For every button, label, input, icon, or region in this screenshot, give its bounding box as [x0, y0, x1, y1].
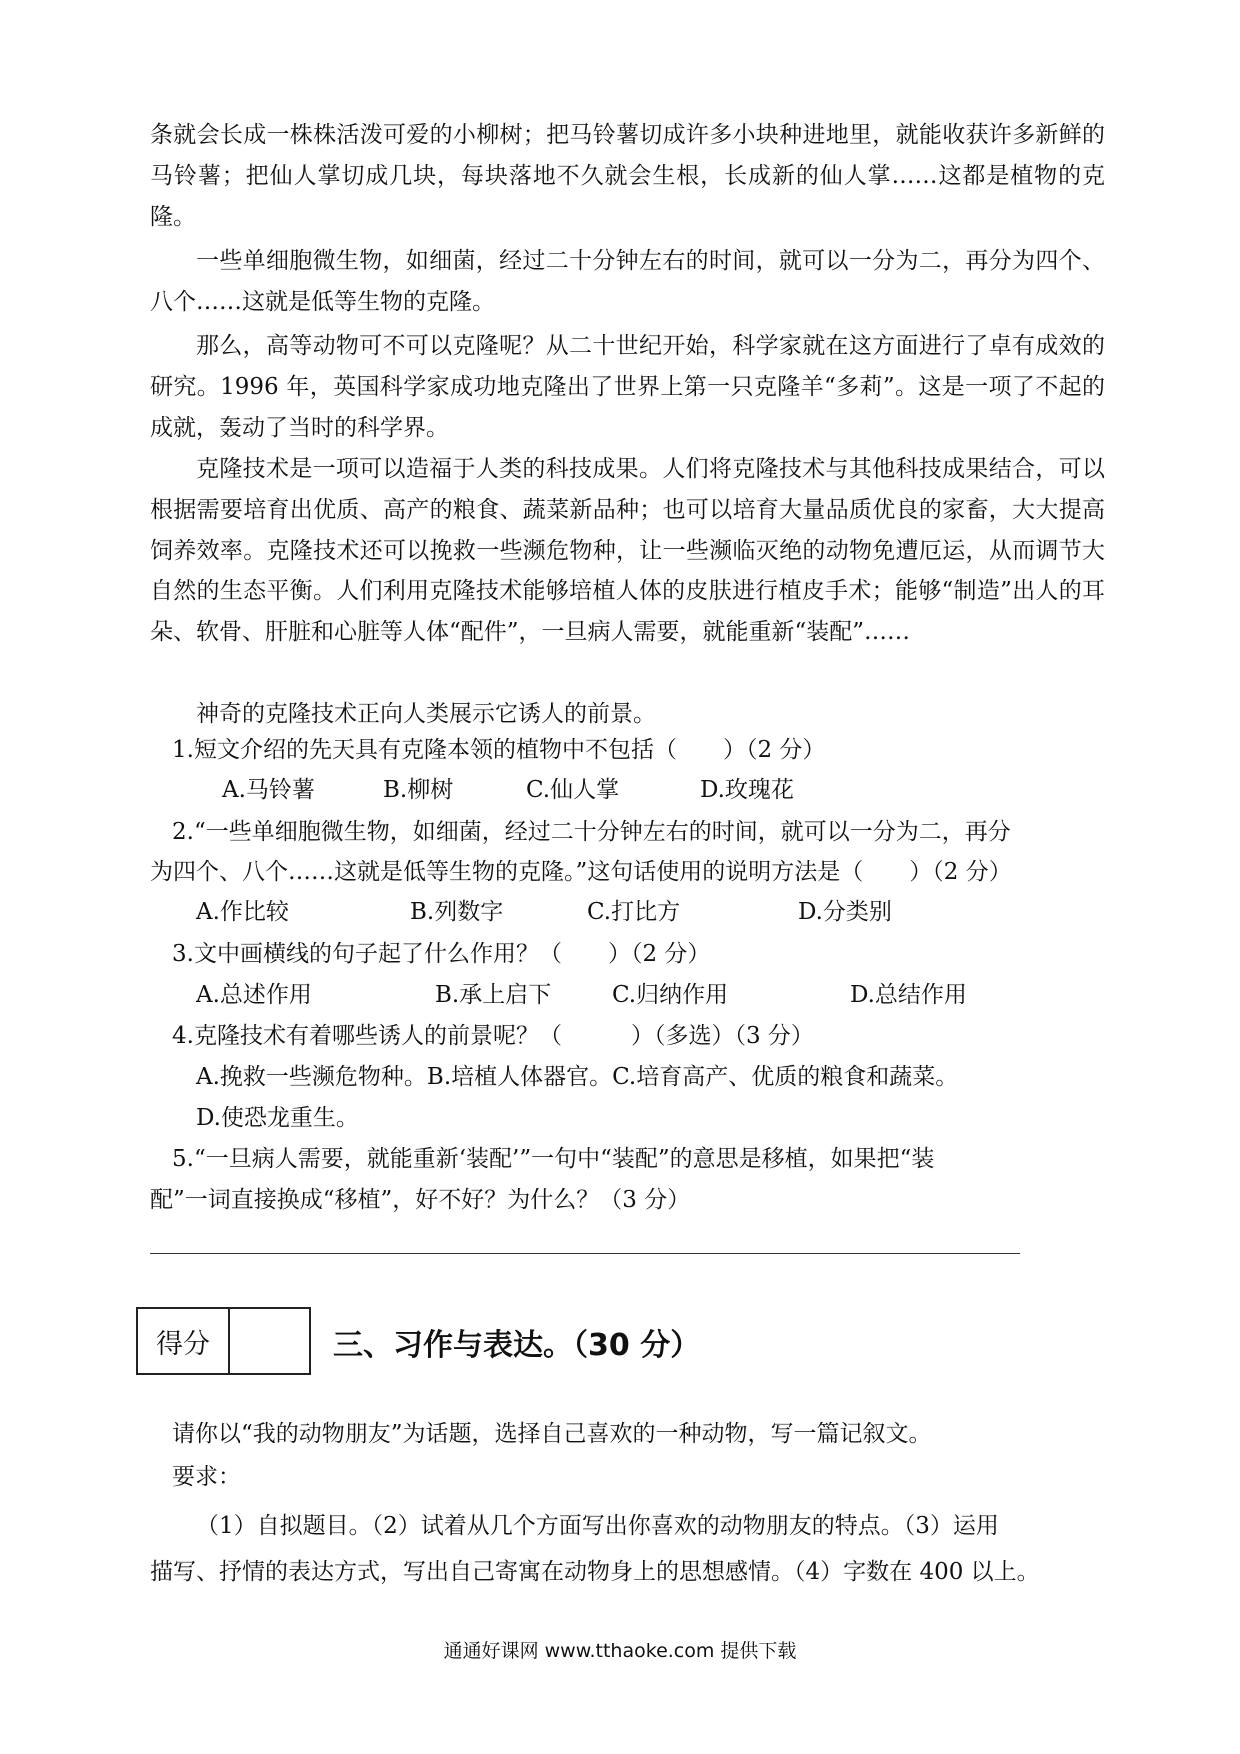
question-1-option-a: A.马铃薯: [222, 777, 315, 803]
passage-paragraph-3: 那么，高等动物可不可以克隆呢？从二十世纪开始，科学家就在这方面进行了卓有成效的研究。1996 年，英国科学家成功地克隆出了世界上第一只克隆羊“多莉”。这是一项了不起的成就，轰动了当时的科学界。: [150, 333, 1105, 441]
score-box: [136, 1307, 311, 1375]
question-3-option-b: B.承上启下: [435, 982, 552, 1008]
question-5-stem-line2: 配”一词直接换成“移植”，好不好？为什么？（3 分）: [150, 1187, 691, 1213]
question-4-stem: 4.克隆技术有着哪些诱人的前景呢？（ ）（多选）（3 分）: [172, 1023, 814, 1049]
requirements-label: 要求：: [172, 1464, 241, 1490]
question-1-stem: 1.短文介绍的先天具有克隆本领的植物中不包括（ ）（2 分）: [172, 737, 826, 763]
passage-paragraph-4: 克隆技术是一项可以造福于人类的科技成果。人们将克隆技术与其他科技成果结合，可以根据需要培育出优质、高产的粮食、蔬菜新品种；也可以培育大量品质优良的家畜，大大提高饲养效率。克隆技术还可以挽救一些濒危物种，让一些濒临灭绝的动物免遭厄运，从而调节大自然的生态平衡。人们利用克隆技术能够培植人体的皮肤进行植皮手术；能够“制造”出人的耳朵、软骨、肝脏和心脏等人体“配件”，一旦病人需要，就能重新“装配”……: [150, 456, 1105, 646]
question-2-stem-line2: 为四个、八个……这就是低等生物的克隆。”这句话使用的说明方法是（ ）（2 分）: [150, 859, 1012, 885]
question-3-option-d: D.总结作用: [850, 982, 967, 1008]
footer-watermark: 通通好课网 www.tthaoke.com 提供下载: [443, 1640, 797, 1662]
writing-prompt: 请你以“我的动物朋友”为话题，选择自己喜欢的一种动物，写一篇记叙文。: [172, 1421, 932, 1447]
question-1-option-c: C.仙人掌: [526, 777, 620, 803]
question-2-stem-line1: 2.“一些单细胞微生物，如细菌，经过二十分钟左右的时间，就可以一分为二，再分: [172, 819, 1011, 845]
question-3-option-a: A.总述作用: [196, 982, 312, 1008]
question-2-option-a: A.作比较: [196, 899, 289, 925]
question-3-stem: 3.文中画横线的句子起了什么作用？（ ）（2 分）: [172, 941, 711, 967]
score-value-cell: [230, 1309, 309, 1373]
section-title: 三、习作与表达。（30 分）: [333, 1328, 701, 1363]
question-4-options-line2: D.使恐龙重生。: [196, 1105, 359, 1131]
question-1-option-d: D.玫瑰花: [700, 777, 794, 803]
score-label: 得分: [138, 1309, 230, 1373]
passage-paragraph-5: 神奇的克隆技术正向人类展示它诱人的前景。: [196, 701, 656, 727]
requirements-line2: 描写、抒情的表达方式，写出自己寄寓在动物身上的思想感情。（4）字数在 400 以上。: [150, 1559, 1040, 1585]
passage-paragraph-1: 条就会长成一株株活泼可爱的小柳树；把马铃薯切成许多小块种进地里，就能收获许多新鲜的马铃薯；把仙人掌切成几块，每块落地不久就会生根，长成新的仙人掌……这都是植物的克隆。: [150, 122, 1105, 230]
question-4-options-line1: A.挽救一些濒危物种。B.培植人体器官。C.培育高产、优质的粮食和蔬菜。: [196, 1064, 959, 1090]
question-2-option-d: D.分类别: [798, 899, 892, 925]
question-5-stem-line1: 5.“一旦病人需要，就能重新‘装配’”一句中“装配”的意思是移植，如果把“装: [172, 1146, 935, 1172]
requirements-line1: （1）自拟题目。（2）试着从几个方面写出你喜欢的动物朋友的特点。（3）运用: [196, 1513, 999, 1539]
question-2-option-b: B.列数字: [410, 899, 504, 925]
answer-line: [150, 1253, 1020, 1254]
question-2-option-c: C.打比方: [587, 899, 681, 925]
passage-paragraph-2: 一些单细胞微生物，如细菌，经过二十分钟左右的时间，就可以一分为二，再分为四个、八个……这就是低等生物的克隆。: [150, 248, 1105, 315]
question-1-option-b: B.柳树: [383, 777, 454, 803]
question-3-option-c: C.归纳作用: [612, 982, 729, 1008]
